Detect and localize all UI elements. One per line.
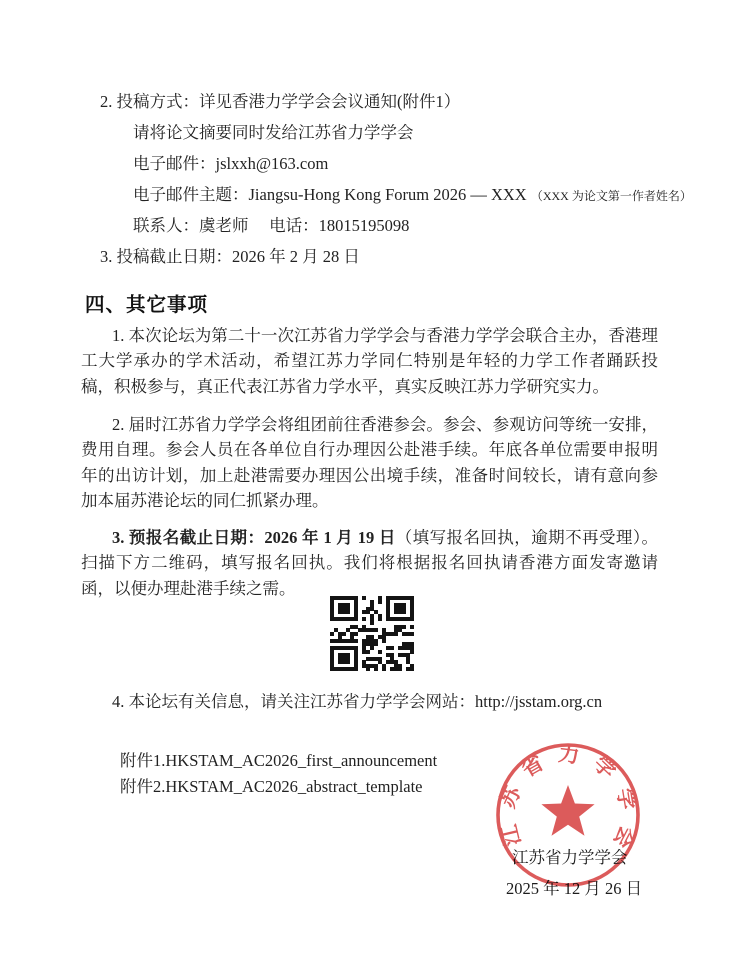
subject-note: （XXX 为论文第一作者姓名） xyxy=(530,189,692,203)
section-heading: 四、其它事项 xyxy=(85,294,209,316)
preregistration-deadline: 3. 预报名截止日期：2026 年 1 月 19 日 xyxy=(112,528,396,547)
website-url[interactable]: http://jsstam.org.cn xyxy=(475,692,603,711)
website-line xyxy=(81,689,701,714)
attachment-item-2: 附件2.HKSTAM_AC2026_abstract_template xyxy=(120,776,423,796)
abstract-note-line: 请将论文摘要同时发给江苏省力学学会 xyxy=(133,123,414,142)
paragraph-delegation: 2. 届时江苏省力学学会将组团前往香港参会。参会、参观访问等统一安排，费用自理。参会人员在各单位自行办理因公赴港手续。年底各单位需要申报明年的出访计划，加上赴港需要办理因公出境手续，准备时间较长，请有意向参加本届苏港论坛的同仁抓紧办理。 xyxy=(81,415,658,510)
attachment-item-1: 附件1.HKSTAM_AC2026_first_announcement xyxy=(120,751,438,770)
submission-deadline-line: 3. 投稿截止日期：2026 年 2 月 28 日 xyxy=(100,247,360,266)
subject-line xyxy=(133,185,692,206)
email-address[interactable]: jslxxh@163.com xyxy=(215,154,329,173)
signature-date: 2025 年 12 月 26 日 xyxy=(506,879,643,898)
subject-label: 电子邮件主题： xyxy=(133,185,249,204)
subject-value: Jiangsu-Hong Kong Forum 2026 — XXX xyxy=(248,185,527,204)
submission-method-line: 2. 投稿方式：详见香港力学学会会议通知(附件1） xyxy=(100,92,461,111)
paragraph-preregistration xyxy=(81,525,658,601)
website-line-text: 4. 本论坛有关信息，请关注江苏省力学学会网站： xyxy=(112,692,475,711)
email-label: 电子邮件： xyxy=(133,154,216,173)
email-line xyxy=(133,154,328,175)
star-icon xyxy=(541,785,594,836)
contact-line: 联系人：虞老师 电话：18015195098 xyxy=(133,216,410,235)
preregistration-rest: （填写报名回执，逾期不再受理）。扫描下方二维码，填写报名回执。我们将根据报名回执请香港方面发寄邀请函，以便办理赴港手续之需。 xyxy=(81,528,659,598)
signature-org: 江苏省力学学会 xyxy=(512,848,628,867)
paragraph-organizers: 1. 本次论坛为第二十一次江苏省力学学会与香港力学学会联合主办，香港理工大学承办的学术活动，希望江苏力学同仁特别是年轻的力学工作者踊跃投稿，积极参与，真正代表江苏省力学水平，真实反映江苏力学研究实力。 xyxy=(81,326,658,396)
official-seal xyxy=(486,733,650,897)
qr-code xyxy=(330,596,414,671)
qr-code-image xyxy=(330,596,414,671)
attachment-list xyxy=(120,748,437,799)
seal-text: 江苏省力学学会 xyxy=(494,741,642,864)
